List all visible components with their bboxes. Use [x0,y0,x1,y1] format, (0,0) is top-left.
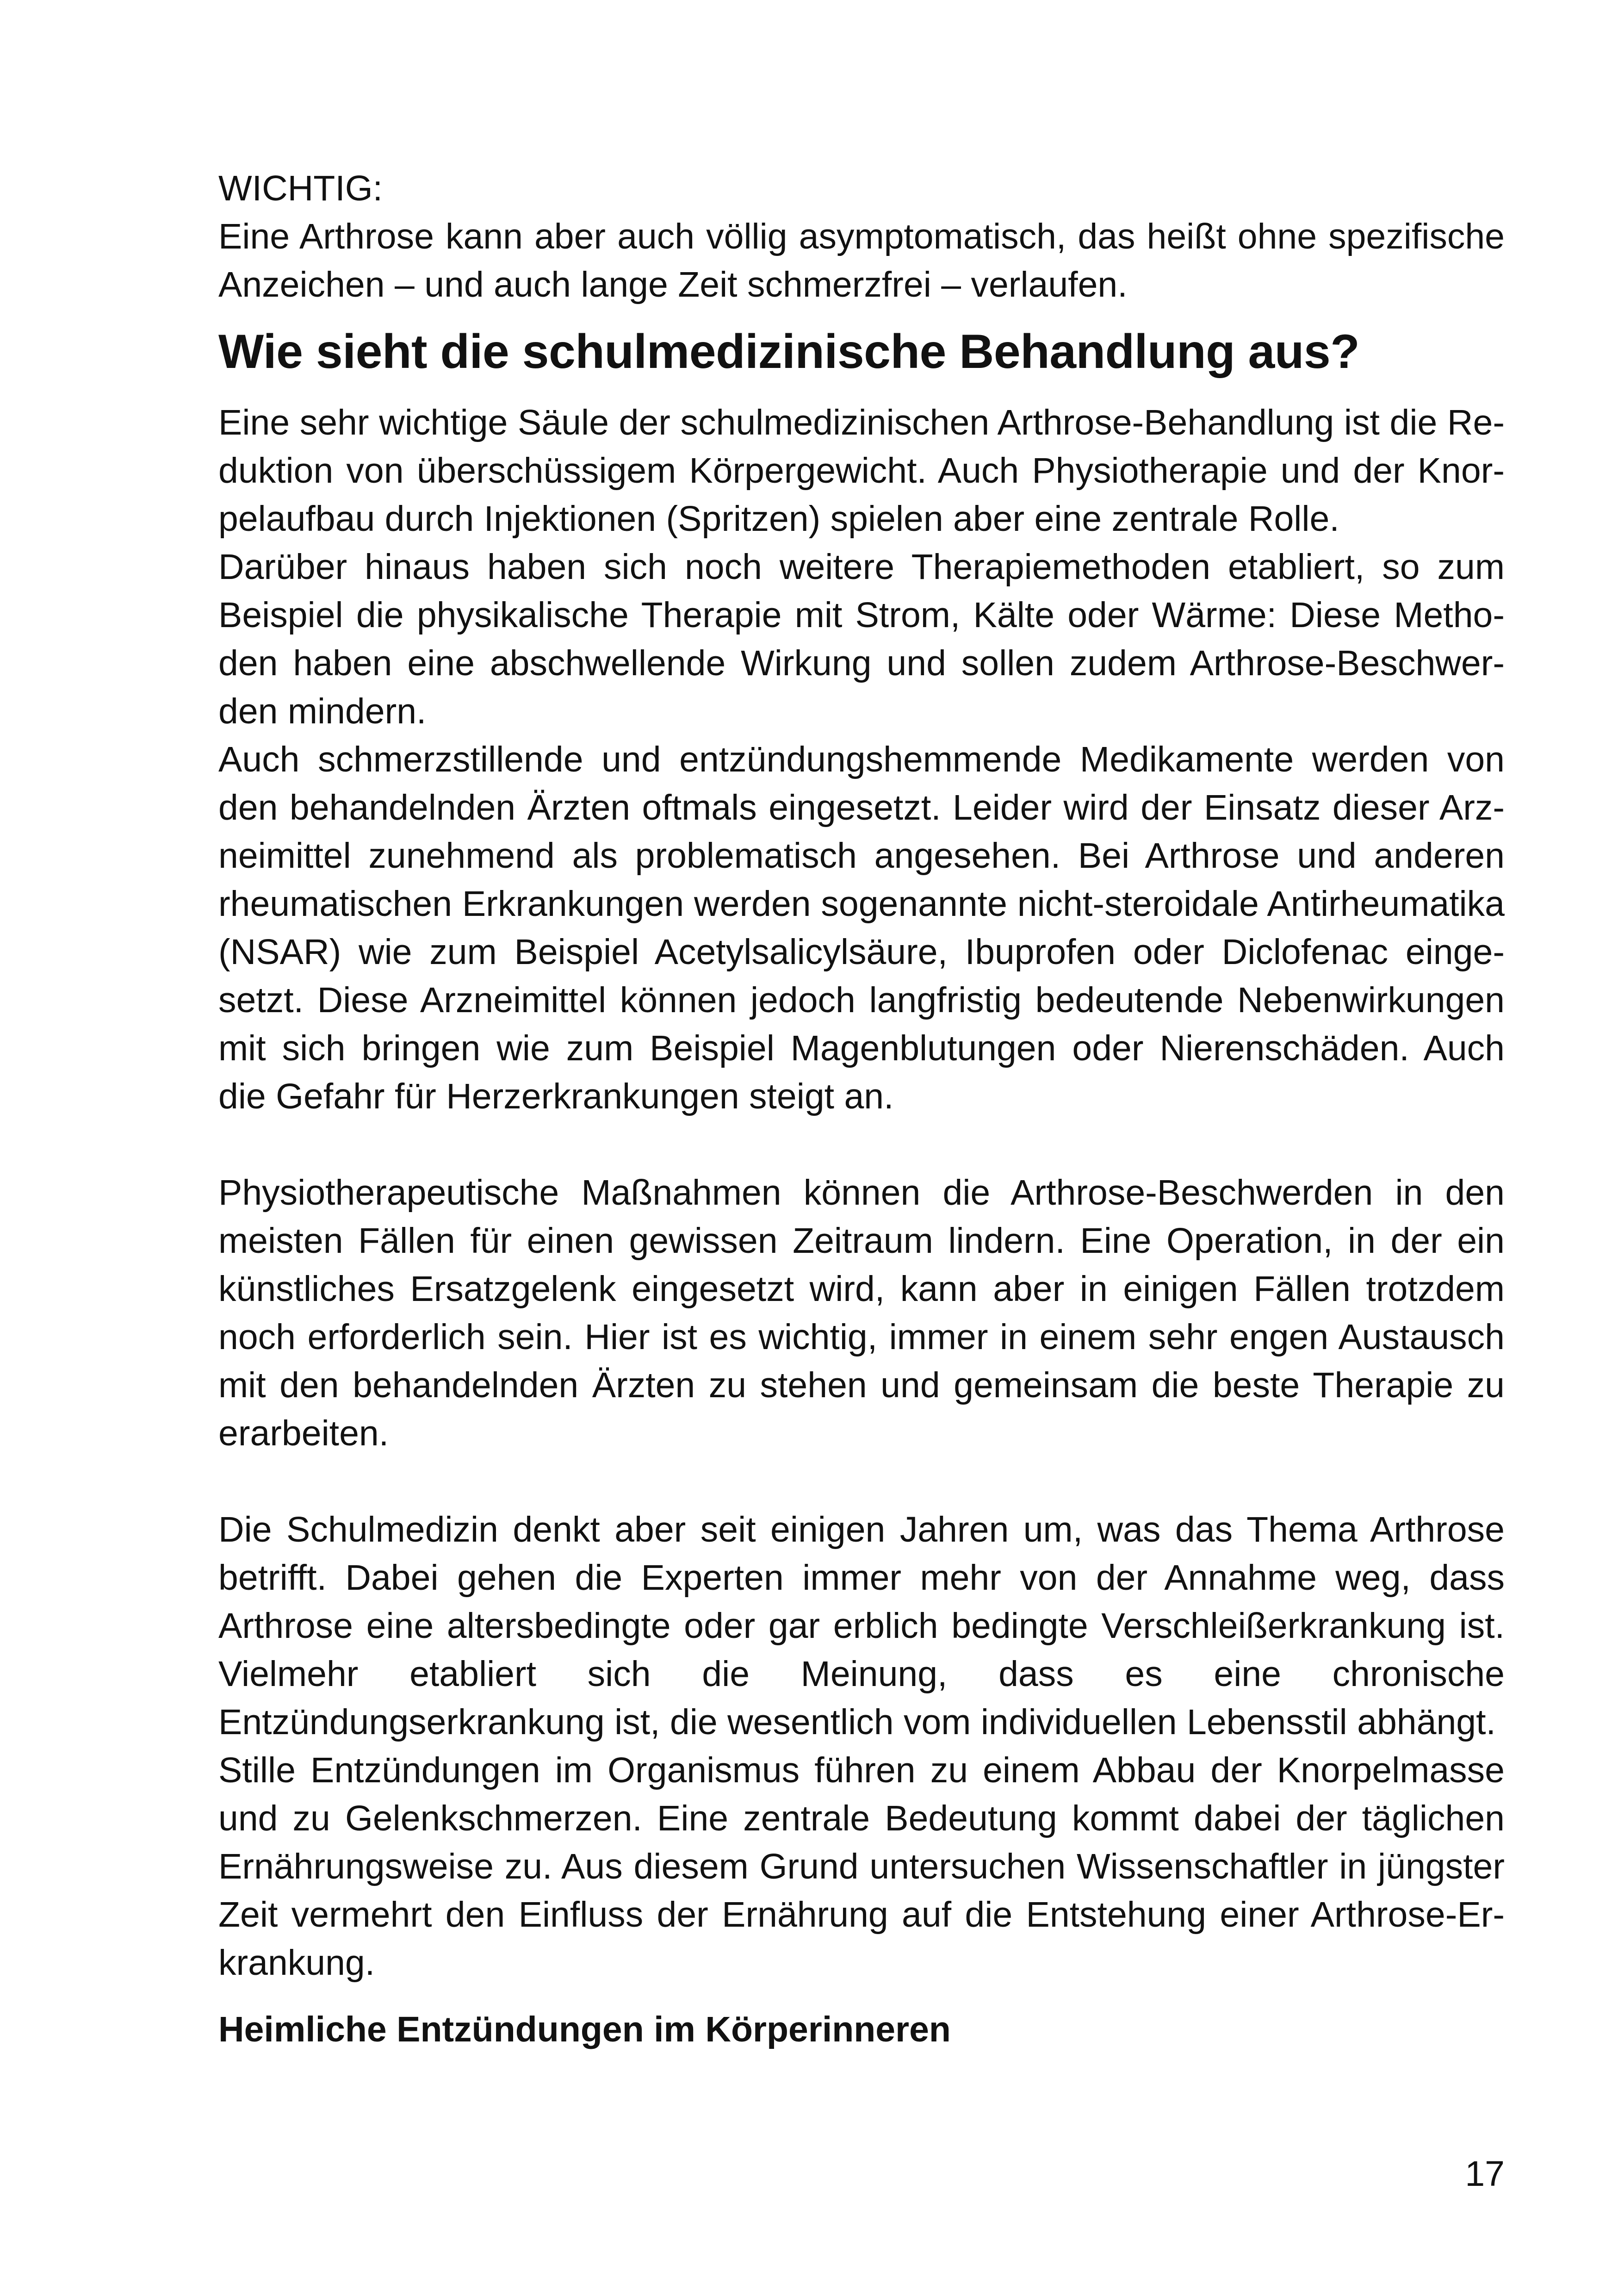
paragraph-medication: Auch schmerzstillende und entzündungshemmende Medikamente werden von den behandelnden Ärzten oftmals eingesetzt. Leider wird der Einsatz dieser Arzneimittel zunehmend als problematisch angesehen. Bei Arthrose und anderen rheumatischen Erkrankungen werden sogenannte nicht-steroidale Antirheumatika (NSAR) wie zum Beispiel Acetylsalicylsäure, Ibuprofen oder Diclofenac eingesetzt. Diese Arzneimittel können jedoch langfristig bedeutende Nebenwirkungen mit sich bringen wie zum Beispiel Magenblutungen oder Nierenschäden. Auch die Gefahr für Herzerkrankungen steigt an. [218,740,1505,1116]
page-content [218,164,1505,2053]
paragraph-weight-reduction: Eine sehr wichtige Säule der schulmedizinischen Arthrose-Behandlung ist die Reduktion von überschüssigem Körpergewicht. Auch Physiotherapie und der Knorpelaufbau durch Injektionen (Spritzen) spielen aber eine zentrale Rolle. [218,403,1505,539]
paragraph-spacer [218,1120,1505,1169]
paragraph-spacer [218,1457,1505,1506]
page-number: 17 [1465,2154,1505,2194]
paragraph-rethinking: Die Schulmedizin denkt aber seit einigen Jahren um, was das Thema Arthrose betrifft. Dabei gehen die Experten immer mehr von der Annahme weg, dass Arthrose eine altersbedingte oder gar erblich bedingte Verschleißerkrankung ist. Vielmehr etabliert sich die Meinung, dass es eine chronische Entzündungserkrankung ist, die wesentlich vom individuellen Lebensstil abhängt. [218,1510,1505,1742]
paragraph-silent-inflammation: Stille Entzündungen im Organismus führen zu einem Abbau der Knorpelmasse und zu Gelenkschmerzen. Eine zentrale Bedeutung kommt dabei der täglichen Ernährungsweise zu. Aus diesem Grund untersuchen Wissenschaftler in jüngster Zeit vermehrt den Einfluss der Ernährung auf die Entstehung einer Arthrose-Erkrankung. [218,1750,1505,1983]
notice-label: WICHTIG: [218,168,383,208]
section-heading: Wie sieht die schulmedizinische Behandlung aus? [218,325,1360,379]
paragraph-physiotherapy-surgery: Physiotherapeutische Maßnahmen können die Arthrose-Beschwerden in den meisten Fällen für einen gewissen Zeitraum lindern. Eine Operation, in der ein künstliches Ersatzgelenk eingesetzt wird, kann aber in einigen Fällen trotzdem noch erforderlich sein. Hier ist es wichtig, immer in einem sehr engen Austausch mit den behandelnden Ärzten zu stehen und gemeinsam die beste Therapie zu erarbeiten. [218,1173,1505,1453]
paragraph-physical-therapy: Darüber hinaus haben sich noch weitere Therapiemethoden etabliert, so zum Beispiel die physikalische Therapie mit Strom, Kälte oder Wärme: Diese Methoden haben eine abschwellende Wirkung und sollen zudem Arthrose-Beschwerden mindern. [218,547,1505,731]
subheading: Heimliche Entzündungen im Körperinneren [218,2010,951,2049]
notice-text: Eine Arthrose kann aber auch völlig asymptomatisch, das heißt ohne spezifische Anzeichen – und auch lange Zeit schmerzfrei – verlaufen. [218,217,1505,305]
